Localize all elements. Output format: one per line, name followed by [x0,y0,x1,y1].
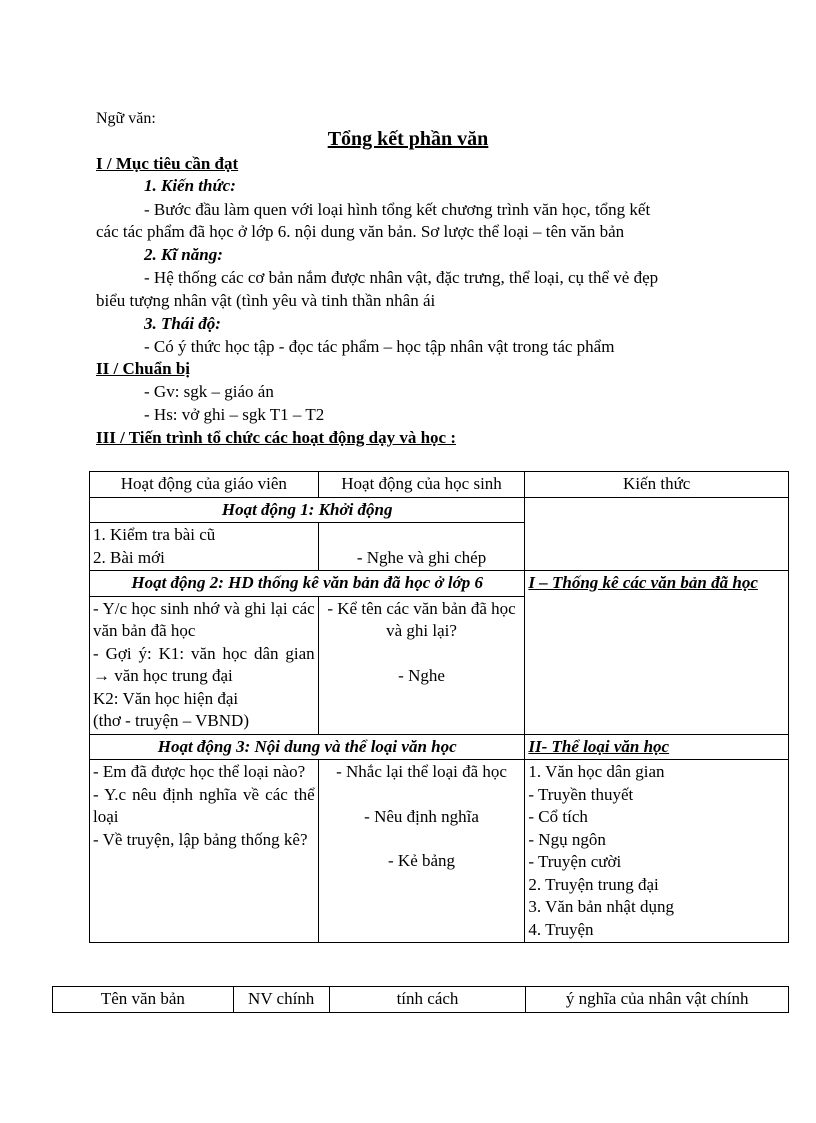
act2-teacher-line: - Y/c học sinh nhớ và ghi lại các văn bản đã học [93,598,315,640]
header-teacher: Hoạt động của giáo viên [90,472,319,498]
activity-table [89,471,789,943]
header-text-name: Tên văn bản [53,987,234,1013]
knowledge-line1: - Bước đầu làm quen với loại hình tổng kết chương trình văn học, tổng kết [144,200,651,219]
skills-label: 2. Kĩ năng: [144,245,223,264]
act3-student-line: - Kẻ bảng [388,851,456,870]
act2-title-row [90,571,789,597]
character-header-row [53,987,789,1013]
act3-title-row [90,734,789,760]
header-knowledge: Kiến thức [525,472,789,498]
act1-title: Hoạt động 1: Khởi động [90,497,525,523]
genre-item: 4. Truyện [528,919,594,939]
knowledge-label: 1. Kiến thức: [144,176,236,195]
header-student: Hoạt động của học sinh [318,472,525,498]
act3-knowledge-title: II- Thể loại văn học [525,734,789,760]
genre-item: 1. Văn học dân gian [528,762,665,781]
genre-item: - Truyền thuyết [528,784,634,804]
attitude-line1: - Có ý thức học tập - đọc tác phẩm – học tập nhân vật trong tác phẩm [144,337,615,356]
act1-teacher-line: 2. Bài mới [93,547,165,567]
act3-knowledge [525,760,789,943]
act3-title: Hoạt động 3: Nội dung và thể loại văn học [90,734,525,760]
act3-teacher [90,760,319,943]
act3-teacher-line: - Y.c nêu định nghĩa về các thể loại [93,784,315,826]
act2-title: Hoạt động 2: HD thống kê văn bản đã học ở lớp 6 [90,571,525,597]
act2-teacher [90,596,319,734]
act2-student-line: - Kể tên các văn bản đã học và ghi lại? [327,598,516,640]
table-header-row [90,472,789,498]
genre-item: 2. Truyện trung đại [528,874,659,894]
act3-student [318,760,525,943]
prep-student: - Hs: vở ghi – sgk T1 – T2 [144,405,325,424]
act3-teacher-line: - Về truyện, lập bảng thống kê? [93,829,308,849]
act2-teacher-line: K2: Văn học hiện đại [93,688,239,708]
act1-teacher-line: 1. Kiểm tra bài cũ [93,525,216,544]
act3-student-line: - Nhắc lại thể loại đã học [336,762,507,781]
prep-teacher: - Gv: sgk – giáo án [144,382,274,401]
act2-student [318,596,525,734]
page-title: Tổng kết phần văn [327,128,489,150]
act2-teacher-line: (thơ - truyện – VBND) [93,711,249,730]
character-table [52,986,789,1013]
section2-heading: II / Chuẩn bị [96,359,191,378]
act3-student-line: - Nêu định nghĩa [364,806,479,826]
act3-teacher-line: - Em đã được học thể loại nào? [93,762,306,781]
act1-title-row [90,497,789,523]
genre-item: - Truyện cười [528,852,622,871]
header-personality: tính cách [329,987,526,1013]
header-meaning: ý nghĩa của nhân vật chính [526,987,789,1013]
subject-label: Ngữ văn: [96,110,156,127]
section3-heading: III / Tiến trình tổ chức các hoạt động dạy và học : [96,428,456,447]
act3-content-row [90,760,789,943]
knowledge-line2: các tác phẩm đã học ở lớp 6. nội dung văn bản. Sơ lược thể loại – tên văn bản [96,222,625,241]
skills-line2: biểu tượng nhân vật (tình yêu và tinh thần nhân ái [96,291,436,310]
skills-line1: - Hệ thống các cơ bản nắm được nhân vật, đặc trưng, thể loại, cụ thể vẻ đẹp [144,268,659,287]
section1-heading: I / Mục tiêu cần đạt [96,154,239,173]
genre-item: 3. Văn bản nhật dụng [528,897,674,916]
act2-knowledge-title: I – Thống kê các văn bản đã học [525,571,789,735]
act1-student: - Nghe và ghi chép [318,523,525,571]
act1-teacher [90,523,319,571]
act1-knowledge [525,497,789,571]
attitude-label: 3. Thái độ: [144,314,221,333]
header-main-character: NV chính [233,987,329,1013]
act2-teacher-line: - Gợi ý: K1: văn học dân gian → văn học trung đại [93,643,315,685]
genre-item: - Ngụ ngôn [528,829,606,849]
act2-student-line: - Nghe [398,665,445,685]
genre-item: - Cổ tích [528,807,588,826]
